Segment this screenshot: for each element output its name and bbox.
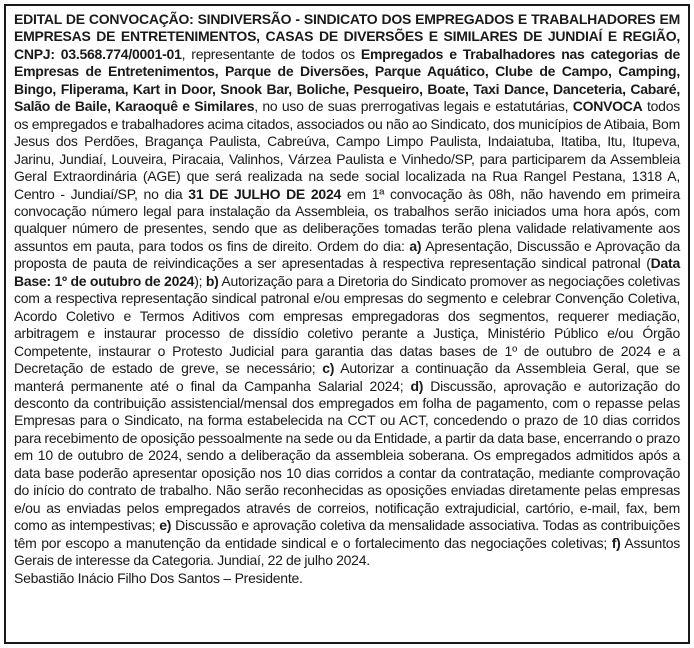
notice-heading: EDITAL DE CONVOCAÇÃO: SINDIVERSÃO - SINDICATO DOS EMPREGADOS E TRABALHADORES EM EMPRESAS DE ENTRETENIMENTOS, CASAS DE DIVERSÕES E SIMILARES DE JUNDIAÍ E REGIÃO, CNPJ: 03.568.774/0001-01 xyxy=(14,11,680,62)
text-segment: , no uso de suas prerrogativas legais e estatutárias, xyxy=(254,98,573,115)
notice-body xyxy=(14,11,680,570)
agenda-item-b-marker: b) xyxy=(205,272,219,289)
agenda-item-a-text: Apresentação, Discussão e Aprovação da proposta de pauta de reivindicações a ser apresentadas à respectiva representação sindical patronal ( xyxy=(14,237,680,272)
agenda-item-e-marker: e) xyxy=(159,517,172,534)
convoca-keyword: CONVOCA xyxy=(572,98,643,115)
data-base-label: Data Base: 1º de outubro de 2024 xyxy=(14,255,680,289)
signature-line: Sebastião Inácio Filho Dos Santos – Presidente. xyxy=(14,569,303,586)
convocation-notice xyxy=(4,4,690,644)
text-segment: todos os empregados e trabalhadores acima citados, associados ou não ao Sindicato, dos municípios de Atibaia, Bom Jesus dos Perdões, Bragança Paulista, Cabreúva, Campo Limpo Paulista, Indaiatuba, Itatiba, Itu, Itupeva, Jarinu, Jundiaí, Louveira, Piracaia, Valinhos, Várzea Paulista e Vinhedo/SP, para participarem da Assembleia Geral Extraordinária (AGE) que será realizada na sede social localizada na Rua Rangel Pestana, 1318 A, Centro - Jundiaí/SP, no dia xyxy=(14,98,680,202)
agenda-item-b-text: Autorização para a Diretoria do Sindicato promover as negociações coletivas com a respectiva representação sindical patronal e/ou empresas do segmento e celebrar Convenção Coletiva, Acordo Coletivo e Termos Aditivos com empresas empregadoras dos segmentos, requerer mediação, arbitragem e instaurar processo de dissídio coletivo perante a Justiça, Ministério Público e/ou Órgão Competente, instaurar o Protesto Judicial para garantia das datas bases de 1º de outubro de 2024 e a Decretação de estado de greve, se necessário; xyxy=(14,272,681,377)
agenda-item-f-text: Assuntos Gerais de interesse da Categoria. Jundiaí, 22 de julho 2024. xyxy=(14,534,680,569)
agenda-item-d-text: Discussão, aprovação e autorização do desconto da contribuição assistencial/mensal dos empregados em folha de pagamento, com o repasse pelas Empresas para o Sindicato, na forma estabelecida na CCT ou ACT, concedendo o prazo de 10 dias corridos para recebimento de oposição pessoalmente na sede ou da Entidade, a partir da data base, encerrando o prazo em 10 de outubro de 2024, sendo a deliberação da assembleia soberana. Os empregados admitidos após a data base poderão apresentar oposição nos 10 dias corridos a contar da contratação, mediante comprovação do início do contrato de trabalho. Não serão reconhecidas as oposições enviadas diretamente pelas empresas e/ou as enviadas pelos empregados através de correios, notificação extrajudicial, cartório, e-mail, fax, bem como as intempestivas; xyxy=(14,377,680,534)
agenda-item-c-text: Autorizar a continuação da Assembleia Geral, que se manterá permanente até o final da Campanha Salarial 2024; xyxy=(14,360,680,394)
categories-list: Empregados e Trabalhadores nas categorias de Empresas de Entretenimentos, Parque de Diversões, Parque Aquático, Clube de Campo, Camping, Bingo, Fliperama, Kart in Door, Snook Bar, Boliche, Pesqueiro, Boate, Taxi Dance, Danceteria, Cabaré, Salão de Baile, Karaoquê e Similares xyxy=(14,45,681,115)
agenda-item-a-marker: a) xyxy=(409,237,422,254)
agenda-item-d-marker: d) xyxy=(410,377,424,394)
text-segment: , representante de todos os xyxy=(181,45,361,62)
text-segment: em 1ª convocação às 08h, não havendo em primeira convocação número legal para instalação da Assembleia, os trabalhos serão iniciados uma hora após, com qualquer número de presentes, sendo que as deliberações tomadas terão plena validade relativamente aos assuntos em pauta, para todos os fins de direito. Ordem do dia: xyxy=(14,185,681,254)
agenda-item-e-text: Discussão e aprovação coletiva da mensalidade associativa. Todas as contribuições têm por escopo a manutenção da entidade sindical e o fortalecimento das negociações coletivas; xyxy=(14,517,681,551)
agenda-item-f-marker: f) xyxy=(611,534,621,551)
text-segment: ); xyxy=(194,272,206,289)
agenda-item-c-marker: c) xyxy=(322,360,335,377)
assembly-date: 31 DE JULHO DE 2024 xyxy=(188,185,342,202)
